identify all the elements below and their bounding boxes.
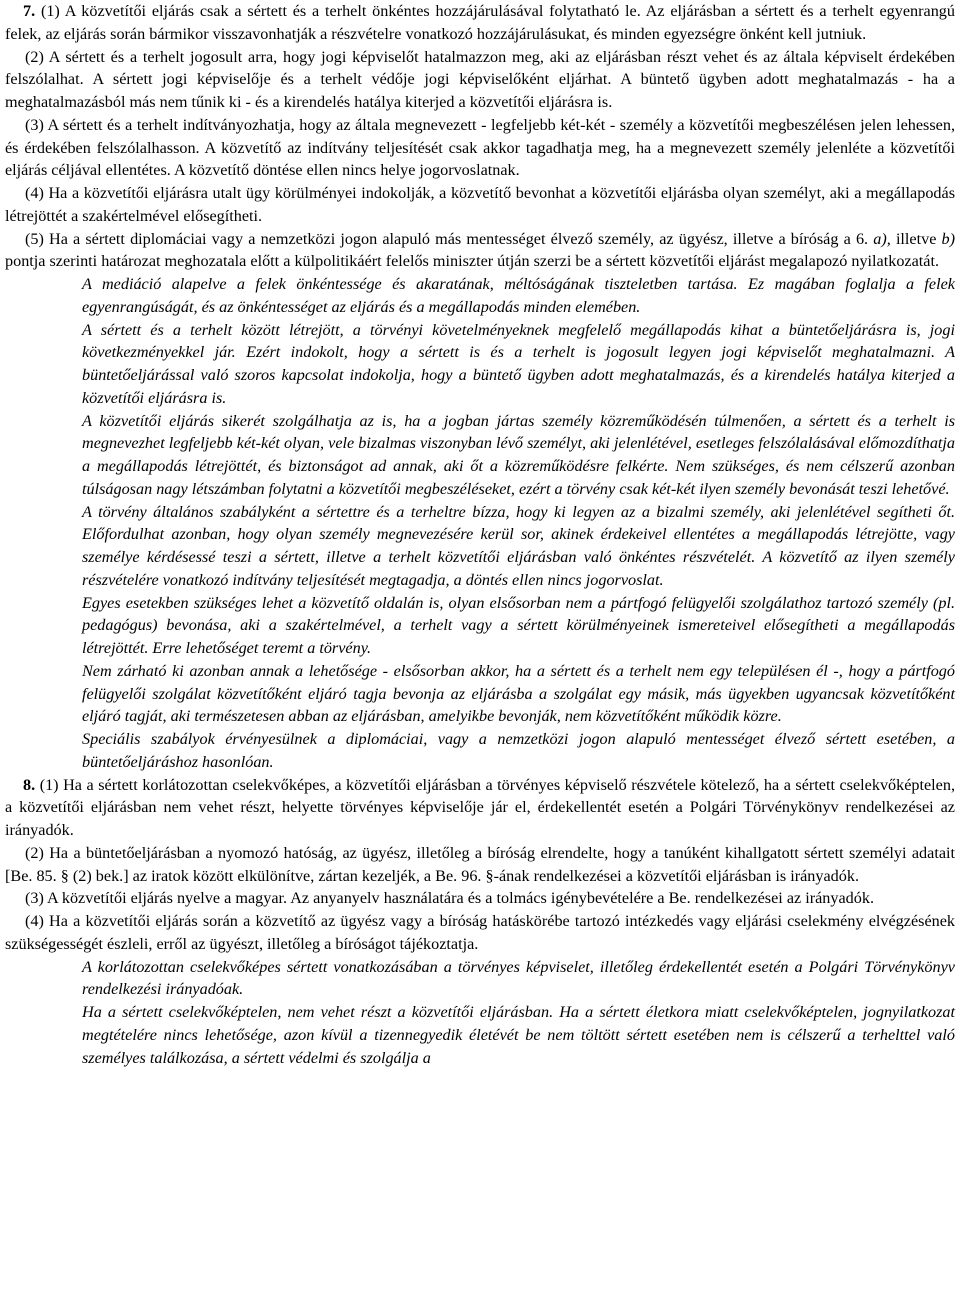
commentary-paragraph-4: A törvény általános szabályként a sértettre és a terheltre bízza, hogy ki legyen az a bizalmi személy, aki jelenlétével segítheti őt. Előfordulhat azonban, hogy olyan személy megnevezésére kerül sor, akinek érdekeivel ellentétes a megállapodás létrejötte, vagy személye kérdésessé teszi a sértett, illetve a terhelt közvetítői eljárásban való önkéntes részvételét. A közvetítő az ilyen személy részvételére vonatkozó indítvány teljesítését megtagadja, a döntés ellen nincs jogorvoslat. [82,502,955,589]
section-7-number: 7. [23,2,36,20]
section-7-p5-part-c: pontja szerinti határozat meghozatala előtt a külpolitikáért felelős miniszter útján szerzi be a sértett közvetítői eljárást megalapozó nyilatkozatát. [5,252,940,271]
commentary-paragraph-1: A mediáció alapelve a felek önkéntessége és akaratának, méltóságának tiszteletben tartása. Ez magában foglalja a felek egyenrangúságát, és az önkéntességet az eljárás és a megállapodás minden elemében. [82,275,955,316]
section-7-paragraph-1 [5,0,955,46]
section-7-p5-part-a: (5) Ha a sértett diplomáciai vagy a nemzetközi jogon alapuló más mentességet élvező személy, az ügyész, illetve a bíróság a 6. [25,229,869,248]
section-7-p5-ref-b: b) [941,229,956,248]
commentary-paragraph-6: Nem zárható ki azonban annak a lehetősége - elsősorban akkor, ha a sértett és a terhelt nem egy településen él -, hogy a pártfogó felügyelői szolgálat közvetítőként eljáró tagja bevonja az eljárásba a szolgálat egy másik, más ügyekben ugyancsak közvetítőként eljáró tagját, aki természetesen abban az eljárásban, amelyikbe bevonják, nem közvetítőként működik közre. [82,661,955,726]
commentary-paragraph-2: A sértett és a terhelt között létrejött, a törvényi követelményeknek megfelelő megállapodás kihat a büntetőeljárásra is, jogi következményekkel jár. Ezért indokolt, hogy a sértett is és a terhelt is jogosult legyen jogi képviselőt meghatalmazni. A büntetőeljárással való szoros kapcsolat indokolja, hogy a büntető ügyben adott meghatalmazás, és a kirendelés hatálya kiterjed a közvetítői eljárásra is. [82,320,955,407]
commentary-paragraph-5: Egyes esetekben szükséges lehet a közvetítő oldalán is, olyan elsősorban nem a pártfogó felügyelői szolgálathoz tartozó személy (pl. pedagógus) bevonása, aki a szakértelmével, a terhelt vagy a sértett körülményeinek ismereteivel elősegítheti a megállapodás létrejöttét. Erre lehetőséget teremt a törvény. [82,593,955,657]
commentary-paragraph-3: A közvetítői eljárás sikerét szolgálhatja az is, ha a jogban jártas személy közreműködésén túlmenően, a sértett és a terhelt is megnevezhet legfeljebb két-két olyan, vele bizalmas viszonyban lévő személyt, aki jelenlétével, esetleges felszólalásával előmozdíthatja a megállapodás létrejöttét, és biztonságot ad annak, aki őt a közreműködésre felkérte. Nem szükséges, és nem célszerű azonban túlságosan nagy létszámban folytatni a közvetítői megbeszéléseket, ezért a törvény csak két-két ilyen személy bevonását teszi lehetővé. [82,411,955,498]
commentary-paragraph-9: Ha a sértett cselekvőképtelen, nem vehet részt a közvetítői eljárásban. Ha a sértett életkora miatt cselekvőképtelen, jognyilatkozat megtételére nincs lehetősége, azon kívül a tizennegyedik életévét be nem töltött sértett esetében nem is célszerű a terhelttel való személyes találkozása, a sértett védelmi és szolgálja a [82,1003,955,1067]
section-8-paragraph-1 [5,774,955,842]
section-7-p5-part-b: illetve [895,229,937,248]
section-7-paragraph-4: (4) Ha a közvetítői eljárásra utalt ügy körülményei indokolják, a közvetítő bevonhat a közvetítői eljárásba olyan személyt, aki a megállapodás létrejöttét a szakértelmével elősegítheti. [5,184,955,225]
section-7-p5-ref-a: a), [873,229,891,248]
section-7-text-1: (1) A közvetítői eljárás csak a sértett és a terhelt önkéntes hozzájárulásával folytatható le. Az eljárásban a sértett és a terhelt egyenrangú felek, az eljárás során bármikor visszavonhatják a részvételre vonatkozó hozzájárulásukat, és minden egyezségre önként kell jutniuk. [5,2,955,43]
section-8-number: 8. [23,775,36,794]
commentary-paragraph-7: Speciális szabályok érvényesülnek a diplomáciai, vagy a nemzetközi jogon alapuló mentességet élvező sértett esetében, a büntetőeljáráshoz hasonlóan. [82,730,955,771]
section-7-paragraph-2: (2) A sértett és a terhelt jogosult arra, hogy jogi képviselőt hatalmazzon meg, aki az eljárásban részt vehet és az általa képviselt érdekében felszólalhat. A sértett jogi képviselője és a terhelt védője jogi képviselőként eljárhat. A büntető ügyben adott meghatalmazás - ha a meghatalmazásból más nem tűnik ki - és a kirendelés hatálya kiterjed a közvetítői eljárásra is. [5,47,955,111]
section-7-paragraph-3: (3) A sértett és a terhelt indítványozhatja, hogy az általa megnevezett - legfeljebb két-két - személy a közvetítői megbeszélésen jelen lehessen, és érdekében felszólalhasson. A közvetítő az indítvány teljesítését csak akkor tagadhatja meg, ha a megnevezett személy jelenléte a közvetítői eljárás céljával ellentétes. A közvetítő döntése ellen nincs helye jogorvoslatnak. [5,115,955,180]
section-8-text-1: (1) Ha a sértett korlátozottan cselekvőképes, a közvetítői eljárásban a törvényes képviselő részvétele kötelező, ha a sértett cselekvőképtelen, a közvetítői eljárásban nem vehet részt, helyette törvényes képviselője jár el, érdekellentét esetén a Polgári Törvénykönyv rendelkezései az irányadók. [5,775,956,839]
section-8-paragraph-4: (4) Ha a közvetítői eljárás során a közvetítő az ügyész vagy a bíróság hatáskörébe tartozó intézkedés vagy eljárási cselekmény elvégzésének szükségességét észleli, erről az ügyészt, illetőleg a bíróságot tájékoztatja. [5,912,955,953]
section-7-paragraph-5 [5,228,955,274]
section-8-paragraph-3: (3) A közvetítői eljárás nyelve a magyar. Az anyanyelv használatára és a tolmács igénybevételére a Be. rendelkezései az irányadók. [25,889,875,908]
section-8-paragraph-2: (2) Ha a büntetőeljárásban a nyomozó hatóság, az ügyész, illetőleg a bíróság elrendelte, hogy a tanúként kihallgatott sértett személyi adatait [Be. 85. § (2) bek.] az iratok között elkülönítve, zártan kezeljék, a Be. 96. §-ának rendelkezései a közvetítői eljárásban is irányadók. [5,843,955,885]
commentary-paragraph-8: A korlátozottan cselekvőképes sértett vonatkozásában a törvényes képviselet, illetőleg érdekellentét esetén a Polgári Törvénykönyv rendelkezési irányadóak. [82,957,955,999]
